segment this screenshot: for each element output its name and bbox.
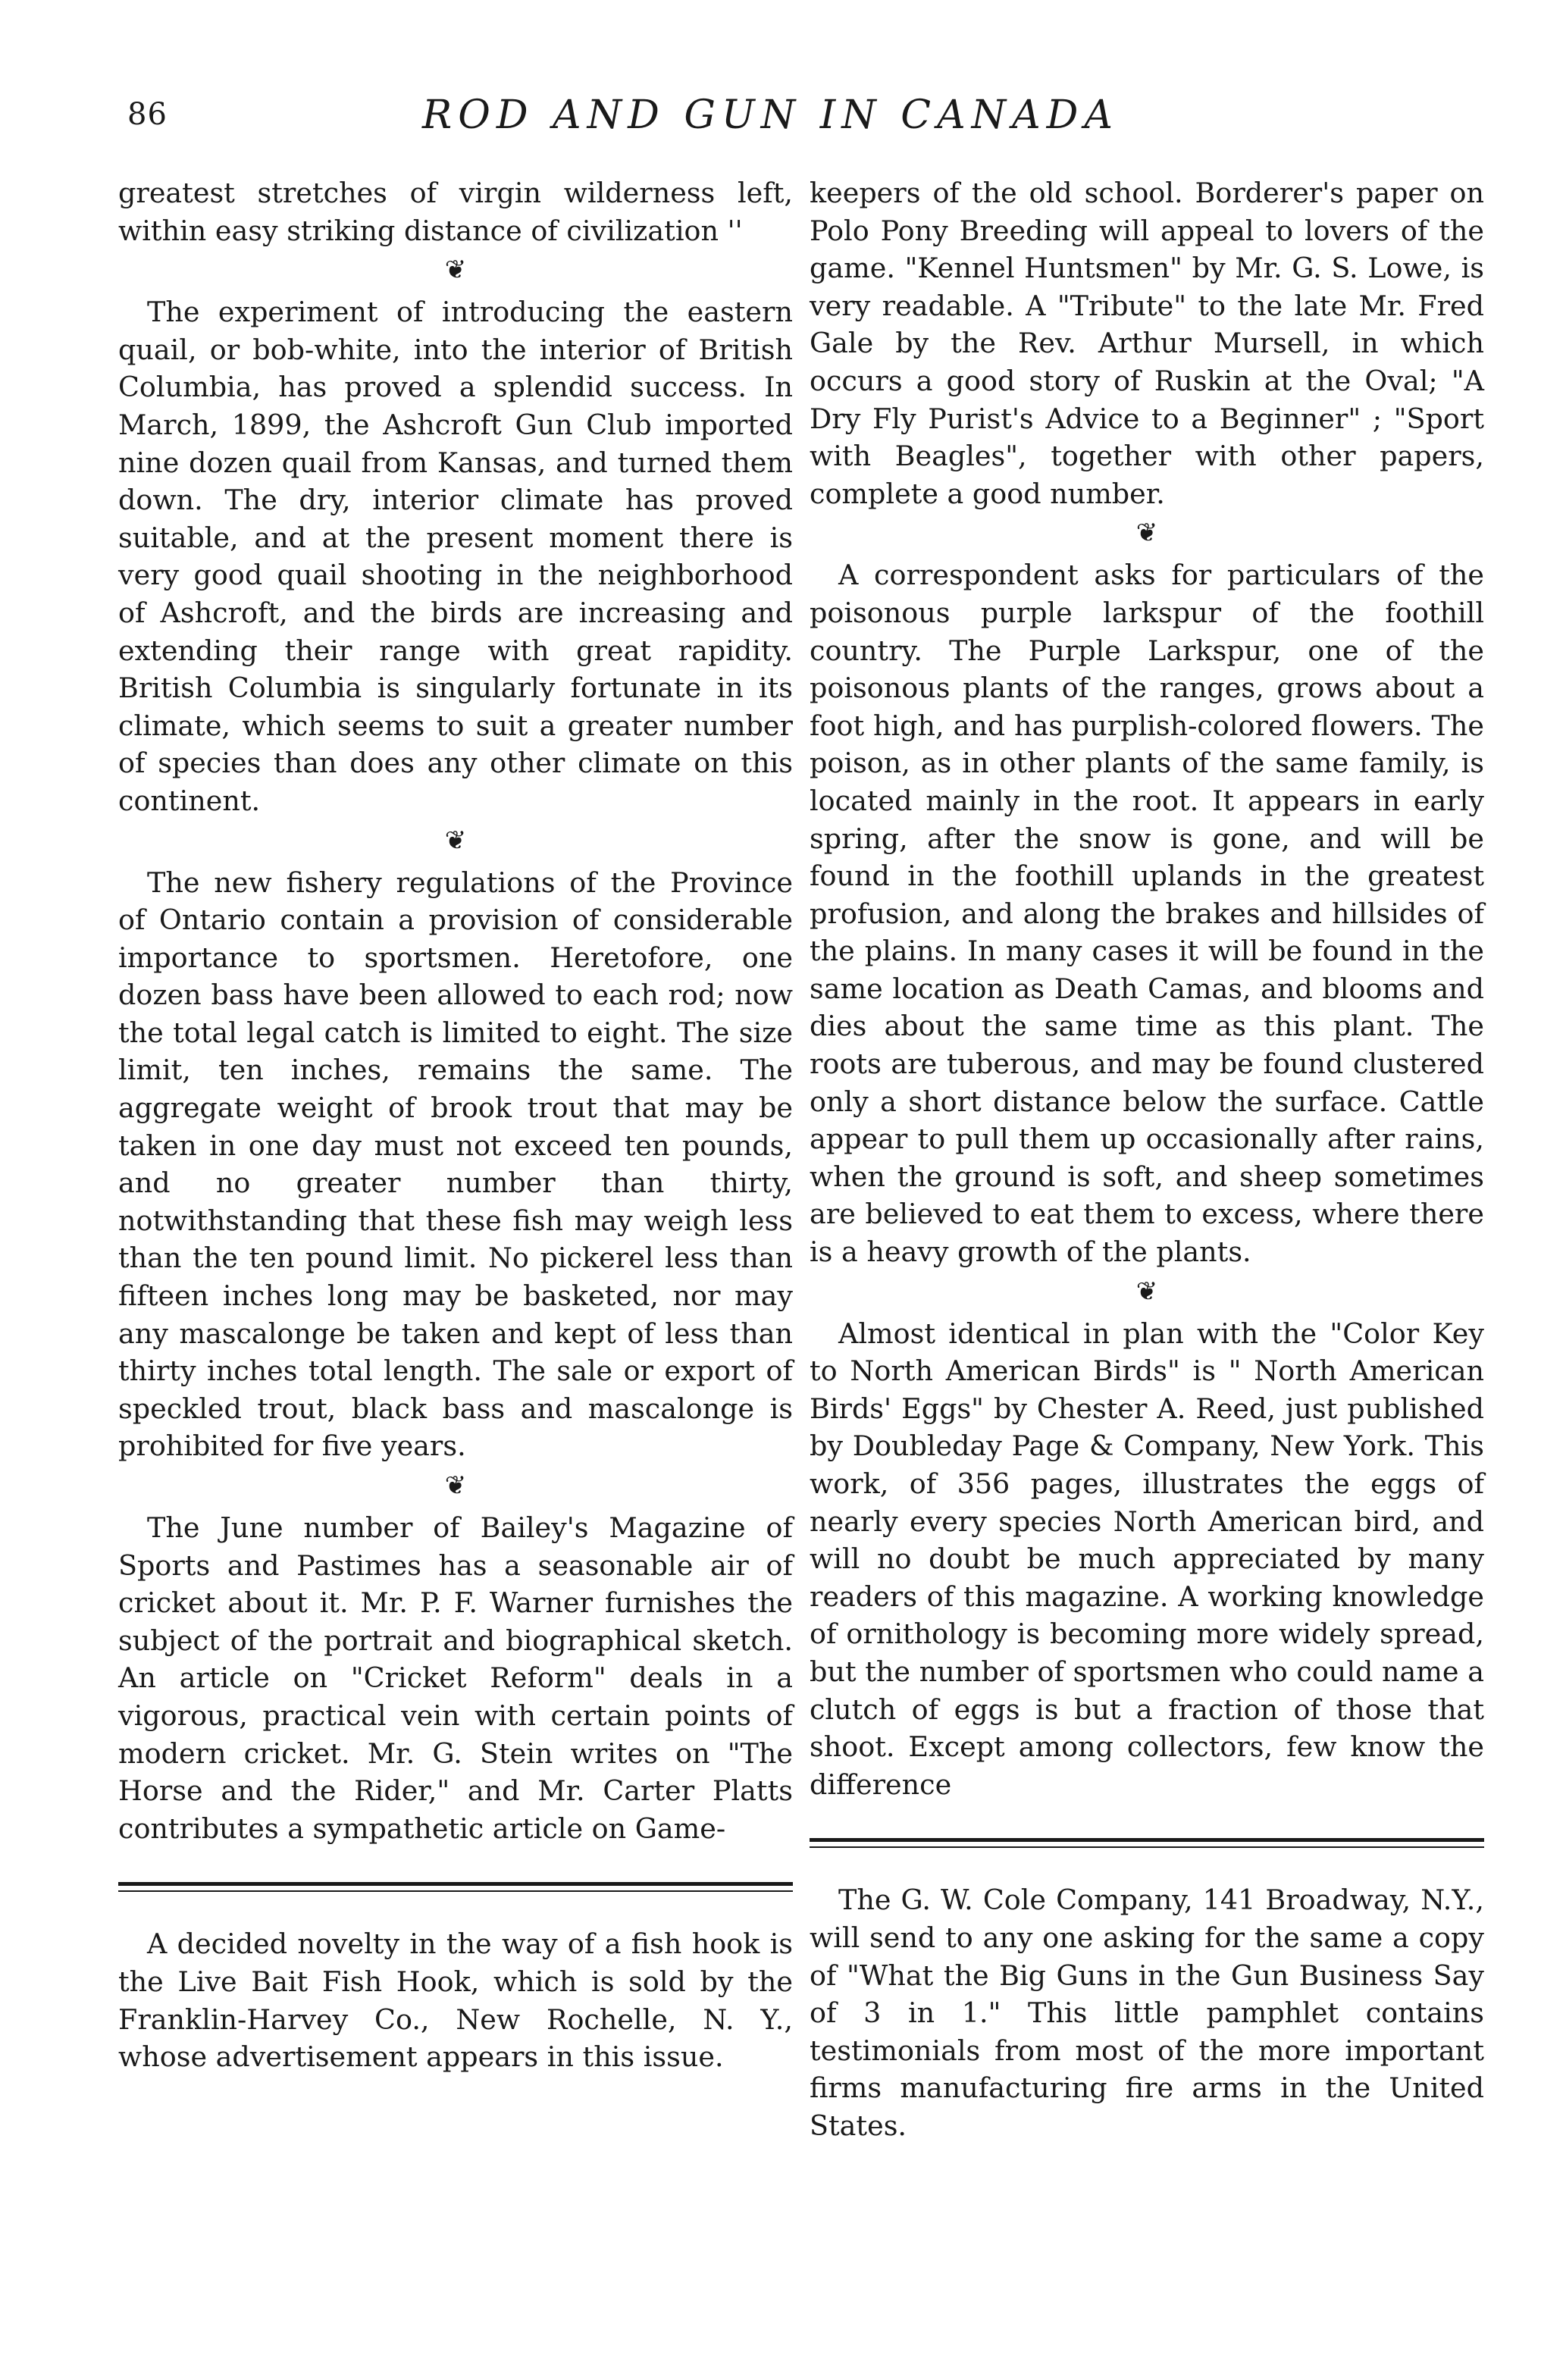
right-notice-cole-company: The G. W. Cole Company, 141 Broadway, N.Y., will send to any one asking for the same a copy of "What the Big Guns in the Gun Business Say of 3 in 1." This little pamphlet contains testimonials from most of the more important firms manufacturing fire arms in the United States.	[810, 1884, 1484, 2142]
left-paragraph-quail: The experiment of introducing the eastern quail, or bob-white, into the interior of British Columbia, has proved a splendid success. In March, 1899, the Ashcroft Gun Club imported nine dozen quail from Kansas, and turned them down. The dry, interior climate has proved suitable, and at the present moment there is very good quail shooting in the neighborhood of Ashcroft, and the birds are increasing and extending their range with great rapidity. British Columbia is singularly fortunate in its climate, which seems to suit a greater number of species than does any other climate on this continent.	[118, 296, 793, 817]
ornament-icon: ❦	[1135, 1276, 1158, 1307]
right-paragraph-1: keepers of the old school. Borderer's paper on Polo Pony Breeding will appeal to lovers of the game. "Kennel Huntsmen" by Mr. G. S. Lowe, is very readable. A "Tribute" to the late Mr. Fred Gale by the Rev. Arthur Mursell, in which occurs a good story of Ruskin at the Oval; "A Dry Fly Purist's Advice to a Beginner" ; "Sport with Beagles", together with other papers, complete a good number.	[810, 177, 1484, 510]
ornament-icon: ❦	[444, 1470, 467, 1501]
right-paragraph-birds-eggs: Almost identical in plan with the "Color Key to North American Birds" is " North American Birds' Eggs" by Chester A. Reed, just published by Doubleday Page & Company, New York. This work, of 356 pages, illustrates the eggs of nearly every species North American bird, and will no doubt be much appreciated by many readers of this magazine. A working knowledge of ornithology is becoming more widely spread, but the number of sportsmen who could name a clutch of eggs is but a fraction of those that shoot. Except among collectors, few know the difference	[810, 1317, 1484, 1801]
page-number: 86	[127, 97, 168, 132]
ornament-icon: ❦	[444, 255, 467, 286]
left-paragraph-fishery: The new fishery regulations of the Province of Ontario contain a provision of considerable importance to sportsmen. Heretofore, one dozen bass have been allowed to each rod; now the total legal catch is limited to eight. The size limit, ten inches, remains the same. The aggregate weight of brook trout that may be taken in one day must not exceed ten pounds, and no greater number than thirty, notwithstanding that these fish may weigh less than the ten pound limit. No pickerel less than fifteen inches long may be basketed, nor may any mascalonge be taken and kept of less than thirty inches total length. The sale or export of speckled trout, black bass and mascalonge is prohibited for five years.	[118, 866, 793, 1463]
right-paragraph-larkspur: A correspondent asks for particulars of the poisonous purple larkspur of the foothill country. The Purple Larkspur, one of the poisonous plants of the ranges, grows about a foot high, and has purplish-colored flowers. The poison, as in other plants of the same family, is located mainly in the root. It appears in early spring, after the snow is gone, and will be found in the foothill uplands in the greatest profusion, and along the brakes and hillsides of the plains. In many cases it will be found in the same location as Death Camas, and blooms and dies about the same time as this plant. The roots are tuberous, and may be found clustered only a short distance below the surface. Cattle appear to pull them up occasionally after rains, when the ground is soft, and sheep sometimes are believed to eat them to excess, where there is a heavy growth of the plants.	[810, 559, 1484, 1269]
left-column	[118, 174, 793, 2076]
ornament-icon: ❦	[444, 825, 467, 856]
running-title: ROD AND GUN IN CANADA	[422, 92, 1119, 138]
section-divider	[810, 1838, 1484, 1848]
section-divider	[118, 1882, 793, 1892]
left-paragraph-1: greatest stretches of virgin wilderness left, within easy striking distance of civilization ''	[118, 177, 793, 247]
left-paragraph-baileys: The June number of Bailey's Magazine of Sports and Pastimes has a seasonable air of cricket about it. Mr. P. F. Warner furnishes the subject of the portrait and biographical sketch. An article on "Cricket Reform" deals in a vigorous, practical vein with certain points of modern cricket. Mr. G. Stein writes on "The Horse and the Rider," and Mr. Carter Platts contributes a sympathetic article on Game-	[118, 1511, 793, 1845]
left-notice-fish-hook: A decided novelty in the way of a fish hook is the Live Bait Fish Hook, which is sold by the Franklin-Harvey Co., New Rochelle, N. Y., whose advertisement appears in this issue.	[118, 1927, 793, 2074]
ornament-icon: ❦	[1135, 518, 1158, 549]
right-column	[810, 174, 1484, 2145]
